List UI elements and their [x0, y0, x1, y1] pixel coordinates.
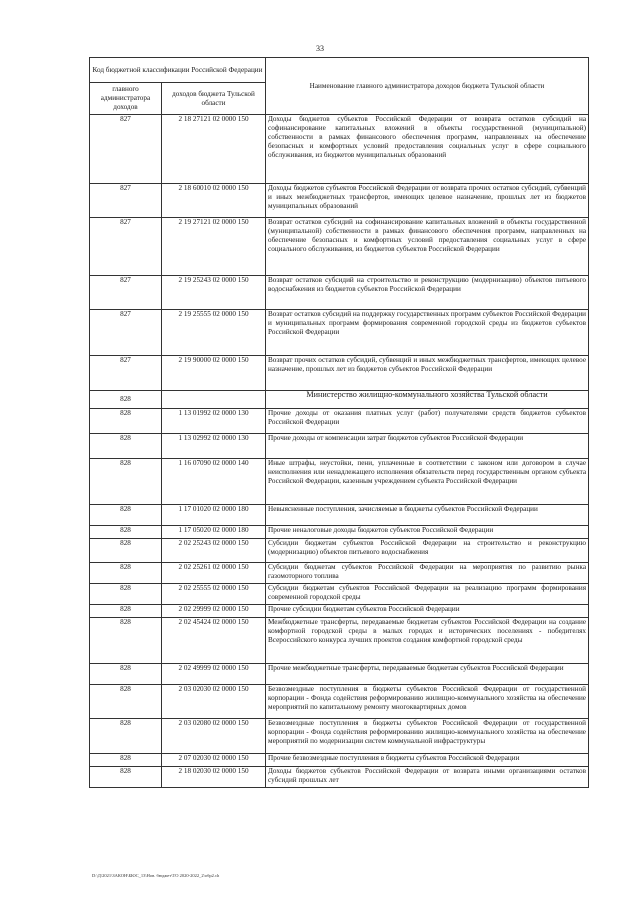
income-name-cell: Возврат прочих остатков субсидий, субвенций и иных межбюджетных трансфертов, имеющих целевое назначение, прошлых лет из бюджетов субъектов Российской Федерации [266, 356, 589, 391]
income-code-cell [162, 391, 266, 409]
income-name-cell: Доходы бюджетов субъектов Российской Федерации от возврата иными организациями остатков субсидий прошлых лет [266, 767, 589, 788]
income-code-cell: 2 02 25261 02 0000 150 [162, 563, 266, 584]
admin-code-cell: 828 [90, 526, 162, 539]
income-code-cell: 1 17 05020 02 0000 180 [162, 526, 266, 539]
table-row [90, 184, 589, 218]
income-code-cell: 2 02 49999 02 0000 150 [162, 664, 266, 685]
header-code-group: Код бюджетной классификации Российской Федерации [90, 58, 266, 83]
table-row [90, 754, 589, 767]
header-income-col: доходов бюджета Тульской области [162, 83, 266, 115]
admin-code-cell: 827 [90, 184, 162, 218]
income-code-cell: 1 17 01020 02 0000 180 [162, 505, 266, 526]
income-code-cell: 2 19 25243 02 0000 150 [162, 276, 266, 310]
income-code-cell: 2 18 60010 02 0000 150 [162, 184, 266, 218]
income-code-cell: 2 03 02030 02 0000 150 [162, 685, 266, 719]
table-row [90, 685, 589, 719]
admin-code-cell: 828 [90, 459, 162, 505]
income-name-cell: Иные штрафы, неустойки, пени, уплаченные в соответствии с законом или договором в случае неисполнения или ненадлежащего исполнения обязательств перед государственным органом субъекта Российской Федерации, казенным учреждением субъекта Российской Федерации [266, 459, 589, 505]
admin-code-cell: 828 [90, 584, 162, 605]
income-name-cell: Субсидии бюджетам субъектов Российской Федерации на мероприятия по развитию рынка газомоторного топлива [266, 563, 589, 584]
income-name-cell: Межбюджетные трансферты, передаваемые бюджетам субъектов Российской Федерации на создание комфортной городской среды в малых городах и исторических поселениях - победителях Всероссийского конкурса лучших проектов создания комфортной городской среды [266, 618, 589, 664]
admin-code-cell: 828 [90, 719, 162, 754]
income-code-cell: 2 18 27121 02 0000 150 [162, 115, 266, 184]
income-code-cell: 2 02 25243 02 0000 150 [162, 539, 266, 563]
table-row [90, 391, 589, 409]
table-body [90, 115, 589, 788]
income-name-cell: Субсидии бюджетам субъектов Российской Федерации на реализацию программ формирования современной городской среды [266, 584, 589, 605]
admin-code-cell: 827 [90, 115, 162, 184]
income-code-cell: 2 03 02080 02 0000 150 [162, 719, 266, 754]
table-row [90, 276, 589, 310]
admin-code-cell: 827 [90, 276, 162, 310]
income-code-cell: 2 02 45424 02 0000 150 [162, 618, 266, 664]
admin-code-cell: 828 [90, 664, 162, 685]
income-name-cell: Безвозмездные поступления в бюджеты субъектов Российской Федерации от государственной корпорации - Фонда содействия реформированию жилищно-коммунального хозяйства на обеспечение мероприятий по модернизации систем коммунальной инфраструктуры [266, 719, 589, 754]
income-code-cell: 2 19 25555 02 0000 150 [162, 310, 266, 356]
table-row [90, 767, 589, 788]
income-name-cell: Возврат остатков субсидий на поддержку государственных программ субъектов Российской Федерации и муниципальных программ формирования современной городской среды из бюджетов субъектов Российской Федерации [266, 310, 589, 356]
income-name-cell: Невыясненные поступления, зачисляемые в бюджеты субъектов Российской Федерации [266, 505, 589, 526]
income-code-cell: 1 13 02992 02 0000 130 [162, 434, 266, 459]
admin-code-cell: 828 [90, 767, 162, 788]
header-name-col: Наименование главного администратора доходов бюджета Тульской области [266, 58, 589, 115]
income-code-cell: 2 19 27121 02 0000 150 [162, 218, 266, 276]
income-name-cell: Прочие межбюджетные трансферты, передаваемые бюджетам субъектов Российской Федерации [266, 664, 589, 685]
table-row [90, 563, 589, 584]
table-row [90, 605, 589, 618]
page-number: 33 [316, 44, 324, 53]
admin-code-cell: 828 [90, 754, 162, 767]
income-name-cell: Возврат остатков субсидий на софинансирование капитальных вложений в объекты государственной (муниципальной) собственности в рамках финансового обеспечения программ, направленных на обеспечение безопасных и комфортных условий предоставления социальных услуг в сфере социального обслуживания, из бюджетов субъектов Российской Федерации [266, 218, 589, 276]
section-title-cell: Министерство жилищно-коммунального хозяйства Тульской области [266, 391, 589, 409]
income-name-cell: Прочие субсидии бюджетам субъектов Российской Федерации [266, 605, 589, 618]
income-code-cell: 2 19 90000 02 0000 150 [162, 356, 266, 391]
table-row [90, 115, 589, 184]
income-code-cell: 1 13 01992 02 0000 130 [162, 409, 266, 434]
admin-code-cell: 827 [90, 218, 162, 276]
income-code-cell: 2 18 02030 02 0000 150 [162, 767, 266, 788]
table-row [90, 618, 589, 664]
admin-code-cell: 828 [90, 391, 162, 409]
admin-code-cell: 828 [90, 434, 162, 459]
income-name-cell: Прочие неналоговые доходы бюджетов субъектов Российской Федерации [266, 526, 589, 539]
admin-code-cell: 828 [90, 685, 162, 719]
income-code-cell: 1 16 07090 02 0000 140 [162, 459, 266, 505]
admin-code-cell: 828 [90, 618, 162, 664]
table-row [90, 459, 589, 505]
table-row [90, 409, 589, 434]
income-name-cell: Прочие доходы от компенсации затрат бюджетов субъектов Российской Федерации [266, 434, 589, 459]
income-code-cell: 2 07 02030 02 0000 150 [162, 754, 266, 767]
admin-code-cell: 828 [90, 539, 162, 563]
income-name-cell: Прочие безвозмездные поступления в бюджеты субъектов Российской Федерации [266, 754, 589, 767]
revenue-administrators-table [89, 57, 589, 788]
table-row [90, 218, 589, 276]
income-name-cell: Доходы бюджетов субъектов Российской Федерации от возврата прочих остатков субсидий, субвенций и иных межбюджетных трансфертов, имеющих целевое назначение, прошлых лет из бюджетов муниципальных образований [266, 184, 589, 218]
admin-code-cell: 828 [90, 409, 162, 434]
income-code-cell: 2 02 29999 02 0000 150 [162, 605, 266, 618]
admin-code-cell: 828 [90, 563, 162, 584]
table-row [90, 310, 589, 356]
income-name-cell: Безвозмездные поступления в бюджеты субъектов Российской Федерации от государственной корпорации - Фонда содействия реформированию жилищно-коммунального хозяйства на обеспечение мероприятий по капитальному ремонту многоквартирных домов [266, 685, 589, 719]
admin-code-cell: 827 [90, 310, 162, 356]
table-row [90, 526, 589, 539]
table-row [90, 505, 589, 526]
table-row [90, 584, 589, 605]
table-row [90, 539, 589, 563]
table-row [90, 356, 589, 391]
admin-code-cell: 828 [90, 605, 162, 618]
file-path-footer: D:\Д\2021\ЗАКОН\БЮС_13\Нов. бюджет\ТО 2020-2022_2\обр2.ch [92, 873, 220, 878]
table-row [90, 719, 589, 754]
table-row [90, 434, 589, 459]
income-name-cell: Возврат остатков субсидий на строительство и реконструкцию (модернизацию) объектов питьевого водоснабжения из бюджетов субъектов Российской Федерации [266, 276, 589, 310]
income-code-cell: 2 02 25555 02 0000 150 [162, 584, 266, 605]
admin-code-cell: 827 [90, 356, 162, 391]
table-row [90, 664, 589, 685]
admin-code-cell: 828 [90, 505, 162, 526]
header-admin-col: главного администратора доходов [90, 83, 162, 115]
income-name-cell: Субсидии бюджетам субъектов Российской Федерации на строительство и реконструкцию (модернизацию) объектов питьевого водоснабжения [266, 539, 589, 563]
income-name-cell: Доходы бюджетов субъектов Российской Федерации от возврата остатков субсидий на софинансирование капитальных вложений в объекты государственной (муниципальной) собственности в рамках финансового обеспечения программ, направленных на обеспечение безопасных и комфортных условий предоставления социальных услуг в сфере социального обслуживания, из бюджетов муниципальных образований [266, 115, 589, 184]
income-name-cell: Прочие доходы от оказания платных услуг (работ) получателями средств бюджетов субъектов Российской Федерации [266, 409, 589, 434]
